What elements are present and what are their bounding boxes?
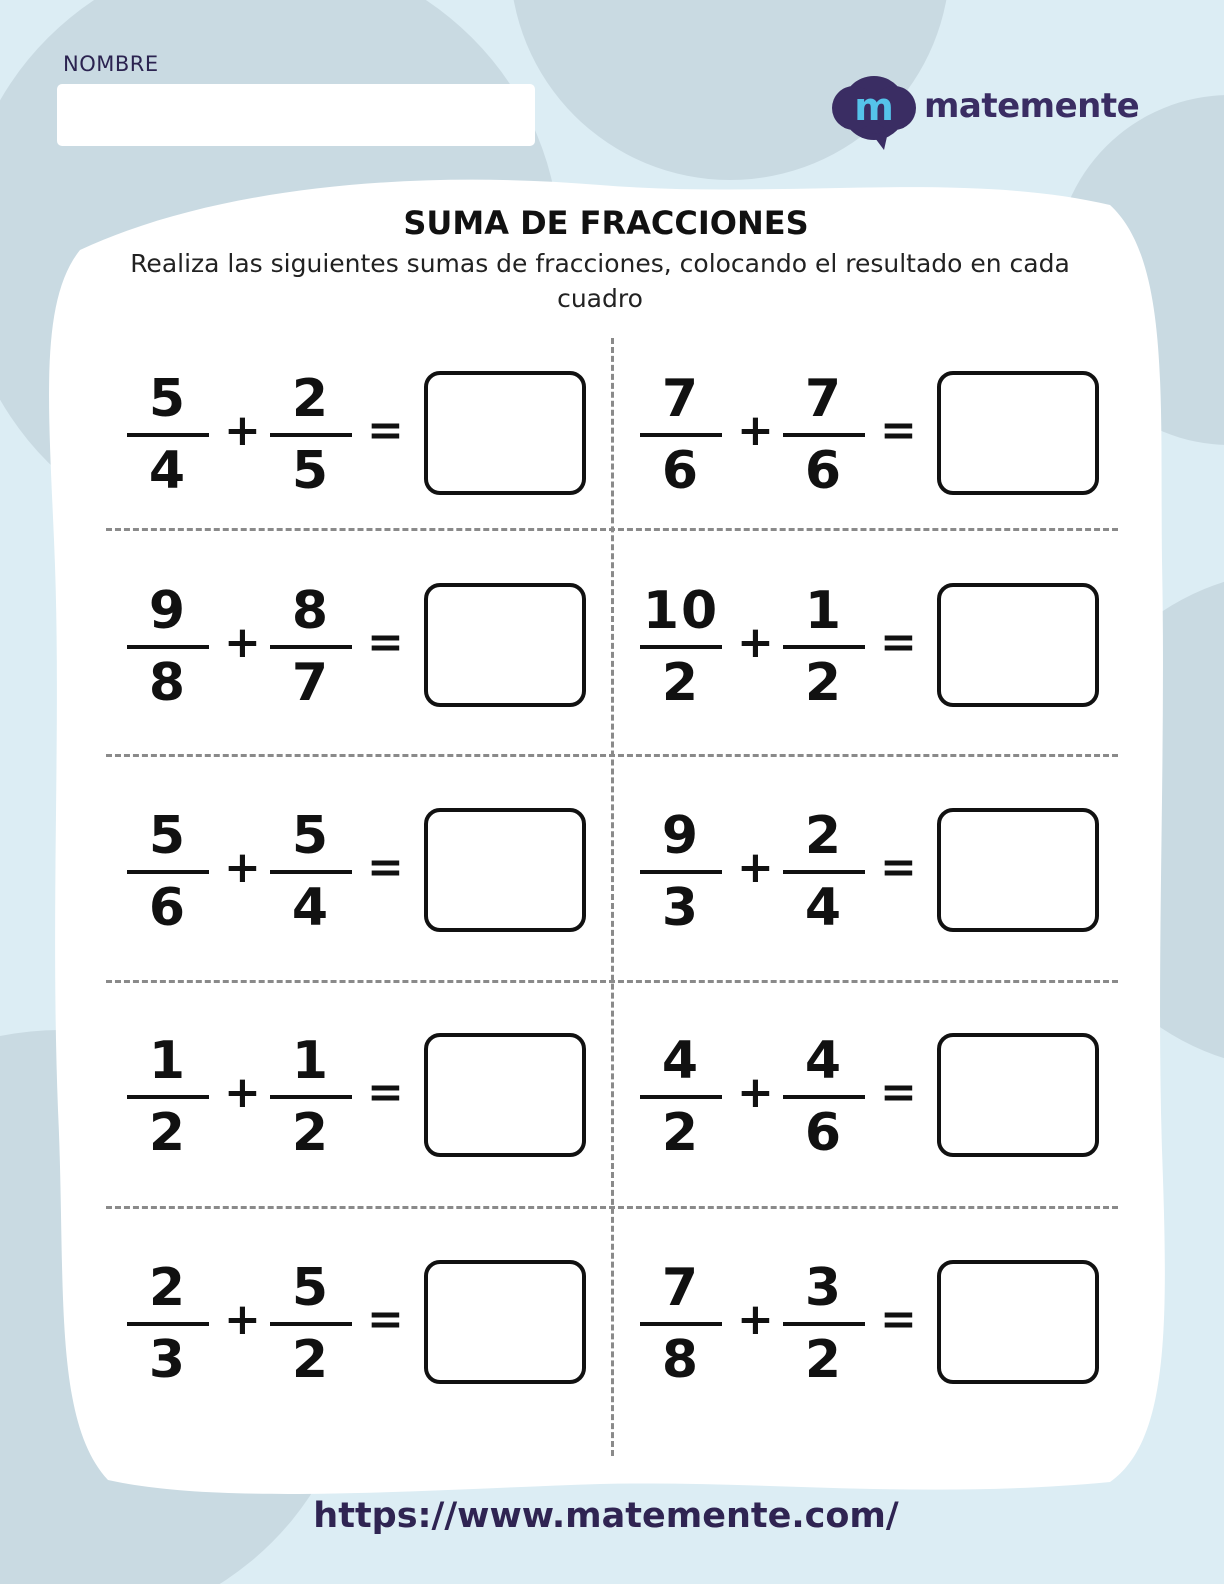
fraction-problem xyxy=(640,1257,1140,1390)
fraction-bar xyxy=(270,645,352,649)
equals-sign: = xyxy=(880,405,917,456)
equals-sign: = xyxy=(880,1067,917,1118)
equals-sign: = xyxy=(367,1294,404,1345)
numerator: 1 xyxy=(148,1031,188,1091)
fraction-bar xyxy=(640,433,722,437)
denominator: 6 xyxy=(804,441,844,501)
speech-bubble-logo-icon xyxy=(832,76,922,156)
plus-sign: + xyxy=(737,1294,774,1345)
fraction-bar xyxy=(640,1095,722,1099)
name-label: NOMBRE xyxy=(63,52,159,76)
denominator: 2 xyxy=(148,1103,188,1163)
fraction-bar xyxy=(640,645,722,649)
numerator: 2 xyxy=(291,369,331,429)
second-fraction xyxy=(270,1030,352,1164)
fraction-problem xyxy=(640,580,1140,713)
equals-sign: = xyxy=(367,1067,404,1118)
answer-box[interactable] xyxy=(937,808,1099,932)
fraction-bar xyxy=(270,870,352,874)
numerator: 2 xyxy=(148,1258,188,1318)
row-divider xyxy=(106,980,1118,983)
equals-sign: = xyxy=(880,617,917,668)
denominator: 2 xyxy=(661,653,701,713)
denominator: 4 xyxy=(148,441,188,501)
second-fraction xyxy=(270,368,352,502)
answer-box[interactable] xyxy=(937,583,1099,707)
second-fraction xyxy=(270,1257,352,1391)
first-fraction xyxy=(127,368,209,502)
denominator: 7 xyxy=(291,653,331,713)
denominator: 2 xyxy=(291,1103,331,1163)
denominator: 2 xyxy=(661,1103,701,1163)
denominator: 3 xyxy=(661,878,701,938)
fraction-bar xyxy=(270,433,352,437)
plus-sign: + xyxy=(737,405,774,456)
logo-wordmark: matemente xyxy=(924,86,1140,126)
denominator: 2 xyxy=(804,1330,844,1390)
denominator: 6 xyxy=(804,1103,844,1163)
plus-sign: + xyxy=(737,842,774,893)
denominator: 6 xyxy=(148,878,188,938)
fraction-bar xyxy=(127,1095,209,1099)
fraction-bar xyxy=(127,870,209,874)
equals-sign: = xyxy=(880,842,917,893)
fraction-bar xyxy=(640,1322,722,1326)
denominator: 6 xyxy=(661,441,701,501)
numerator: 4 xyxy=(661,1031,701,1091)
name-input[interactable] xyxy=(57,84,535,146)
row-divider xyxy=(106,1206,1118,1209)
plus-sign: + xyxy=(224,1067,261,1118)
first-fraction xyxy=(640,805,722,939)
first-fraction xyxy=(640,1030,722,1164)
numerator: 5 xyxy=(291,1258,331,1318)
fraction-bar xyxy=(127,433,209,437)
fraction-problem xyxy=(127,1257,627,1390)
answer-box[interactable] xyxy=(937,371,1099,495)
first-fraction xyxy=(127,805,209,939)
fraction-bar xyxy=(783,870,865,874)
equals-sign: = xyxy=(367,842,404,893)
answer-box[interactable] xyxy=(424,371,586,495)
answer-box[interactable] xyxy=(424,1260,586,1384)
numerator: 1 xyxy=(804,581,844,641)
plus-sign: + xyxy=(737,1067,774,1118)
logo-letter: m xyxy=(854,85,894,129)
footer-url[interactable]: https://www.matemente.com/ xyxy=(313,1496,899,1536)
first-fraction xyxy=(640,368,722,502)
fraction-bar xyxy=(640,870,722,874)
plus-sign: + xyxy=(224,842,261,893)
second-fraction xyxy=(270,580,352,714)
numerator: 10 xyxy=(642,581,720,641)
denominator: 4 xyxy=(804,878,844,938)
fraction-bar xyxy=(783,1322,865,1326)
second-fraction xyxy=(783,1030,865,1164)
denominator: 8 xyxy=(661,1330,701,1390)
equals-sign: = xyxy=(367,617,404,668)
denominator: 8 xyxy=(148,653,188,713)
fraction-bar xyxy=(783,433,865,437)
answer-box[interactable] xyxy=(937,1033,1099,1157)
numerator: 9 xyxy=(661,806,701,866)
equals-sign: = xyxy=(880,1294,917,1345)
second-fraction xyxy=(783,580,865,714)
answer-box[interactable] xyxy=(424,583,586,707)
numerator: 7 xyxy=(804,369,844,429)
numerator: 5 xyxy=(148,806,188,866)
equals-sign: = xyxy=(367,405,404,456)
denominator: 2 xyxy=(804,653,844,713)
fraction-problem xyxy=(127,1030,627,1163)
numerator: 4 xyxy=(804,1031,844,1091)
numerator: 7 xyxy=(661,1258,701,1318)
first-fraction xyxy=(127,1257,209,1391)
fraction-problem xyxy=(127,805,627,938)
first-fraction xyxy=(127,1030,209,1164)
worksheet-instructions: Realiza las siguientes sumas de fracciones, colocando el resultado en cada cuadro xyxy=(130,249,1070,313)
numerator: 5 xyxy=(291,806,331,866)
fraction-problem xyxy=(127,368,627,501)
numerator: 2 xyxy=(804,806,844,866)
fraction-problem xyxy=(640,368,1140,501)
answer-box[interactable] xyxy=(937,1260,1099,1384)
denominator: 5 xyxy=(291,441,331,501)
denominator: 2 xyxy=(291,1330,331,1390)
fraction-bar xyxy=(783,1095,865,1099)
first-fraction xyxy=(640,580,722,714)
first-fraction xyxy=(127,580,209,714)
fraction-problem xyxy=(640,805,1140,938)
second-fraction xyxy=(783,368,865,502)
numerator: 3 xyxy=(804,1258,844,1318)
fraction-bar xyxy=(127,1322,209,1326)
plus-sign: + xyxy=(224,405,261,456)
fraction-problem xyxy=(127,580,627,713)
answer-box[interactable] xyxy=(424,1033,586,1157)
matemente-logo[interactable] xyxy=(832,76,1152,156)
fraction-bar xyxy=(270,1322,352,1326)
plus-sign: + xyxy=(224,1294,261,1345)
denominator: 3 xyxy=(148,1330,188,1390)
fraction-bar xyxy=(270,1095,352,1099)
numerator: 5 xyxy=(148,369,188,429)
fraction-problem xyxy=(640,1030,1140,1163)
numerator: 7 xyxy=(661,369,701,429)
answer-box[interactable] xyxy=(424,808,586,932)
plus-sign: + xyxy=(224,617,261,668)
plus-sign: + xyxy=(737,617,774,668)
numerator: 9 xyxy=(148,581,188,641)
fraction-bar xyxy=(127,645,209,649)
row-divider xyxy=(106,754,1118,757)
numerator: 1 xyxy=(291,1031,331,1091)
worksheet-title: SUMA DE FRACCIONES xyxy=(403,204,809,242)
second-fraction xyxy=(783,805,865,939)
second-fraction xyxy=(783,1257,865,1391)
numerator: 8 xyxy=(291,581,331,641)
first-fraction xyxy=(640,1257,722,1391)
second-fraction xyxy=(270,805,352,939)
fraction-bar xyxy=(783,645,865,649)
row-divider xyxy=(106,528,1118,531)
denominator: 4 xyxy=(291,878,331,938)
